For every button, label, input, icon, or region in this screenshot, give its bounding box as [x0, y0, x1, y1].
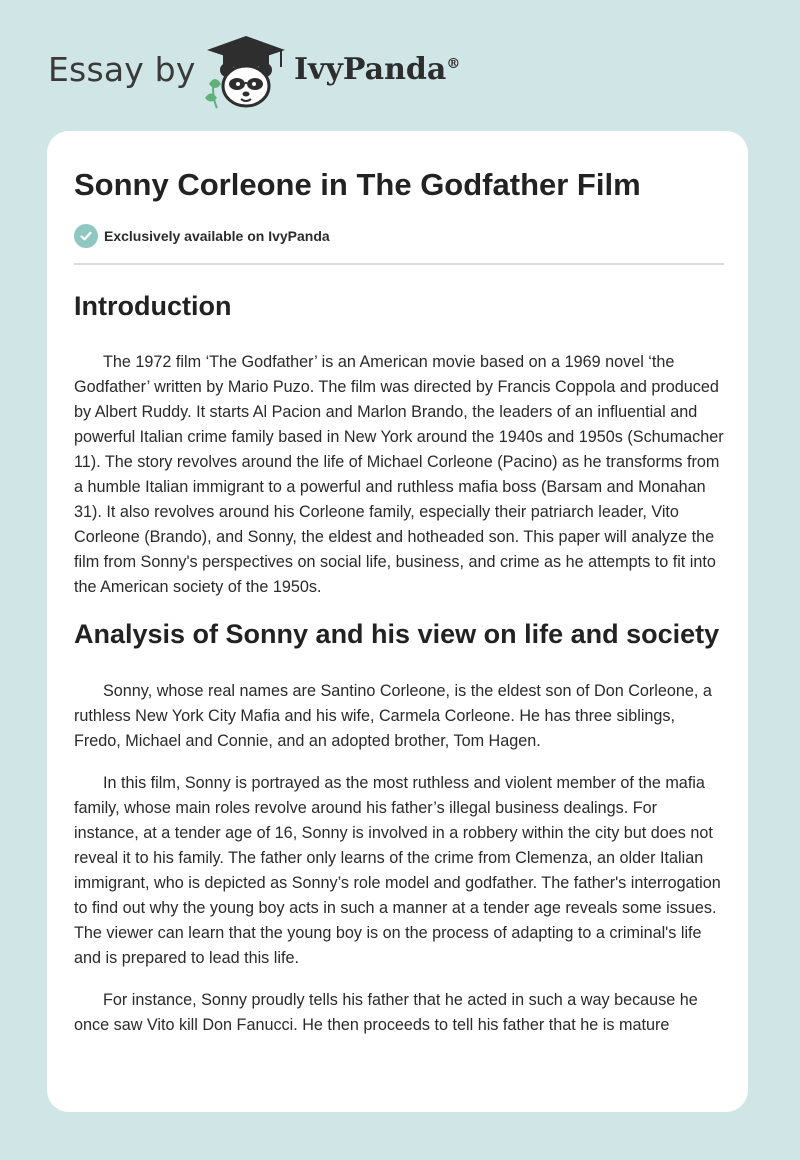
title-divider — [74, 263, 724, 265]
section-heading-introduction: Introduction — [74, 291, 232, 321]
check-icon — [74, 224, 98, 248]
paragraph: Sonny, whose real names are Santino Corleone, is the eldest son of Don Corleone, a ruthless New York City Mafia and his wife, Carmela Corleone. He has three siblings, Fredo, Michael and Connie, and an adopted brother, Tom Hagen. — [74, 682, 712, 750]
site-header — [48, 32, 748, 112]
exclusive-label: Exclusively available on IvyPanda — [104, 228, 330, 244]
article-card — [47, 131, 748, 1112]
paragraph: In this film, Sonny is portrayed as the most ruthless and violent member of the mafia family, whose main roles revolve around his father’s illegal business dealings. For instance, at a tender age of 16, Sonny is involved in a robbery within the city but does not reveal it to his family. The father only learns of the crime from Clemenza, an older Italian immigrant, who is depicted as Sonny’s role model and godfather. The father's interrogation to find out why the young boy acts in such a manner at a tender age reveals some issues. The viewer can learn that the young boy is on the process of adapting to a criminal's life and is prepared to lead this life. — [74, 774, 721, 967]
article-title: Sonny Corleone in The Godfather Film — [74, 167, 641, 202]
paragraph: For instance, Sonny proudly tells his father that he acted in such a way because he once saw Vito kill Don Fanucci. He then proceeds to tell his father that he is mature — [74, 991, 698, 1034]
exclusive-badge — [74, 223, 724, 249]
registered-mark: ® — [446, 56, 461, 72]
panda-logo-icon[interactable] — [201, 34, 291, 110]
essay-by-label: Essay by — [48, 50, 196, 89]
article-content — [74, 131, 724, 1038]
paragraph: The 1972 film ‘The Godfather’ is an American movie based on a 1969 novel ‘the Godfather’ written by Mario Puzo. The film was directed by Francis Coppola and produced by Albert Ruddy. It starts Al Pacion and Marlon Brando, the leaders of an influential and powerful Italian crime family based in New York around the 1940s and 1950s (Schumacher 11). The story revolves around the life of Michael Corleone (Pacino) as he transforms from a humble Italian immigrant to a powerful and ruthless mafia boss (Barsam and Monahan 31). It also revolves around his Corleone family, especially their patriarch leader, Vito Corleone (Brando), and Sonny, the eldest and hotheaded son. This paper will analyze the film from Sonny's perspectives on social life, business, and crime as he attempts to fit into the American society of the 1950s. — [74, 353, 724, 596]
section-heading-analysis: Analysis of Sonny and his view on life and society — [74, 619, 720, 649]
brand-name[interactable]: IvyPanda® — [294, 52, 461, 87]
